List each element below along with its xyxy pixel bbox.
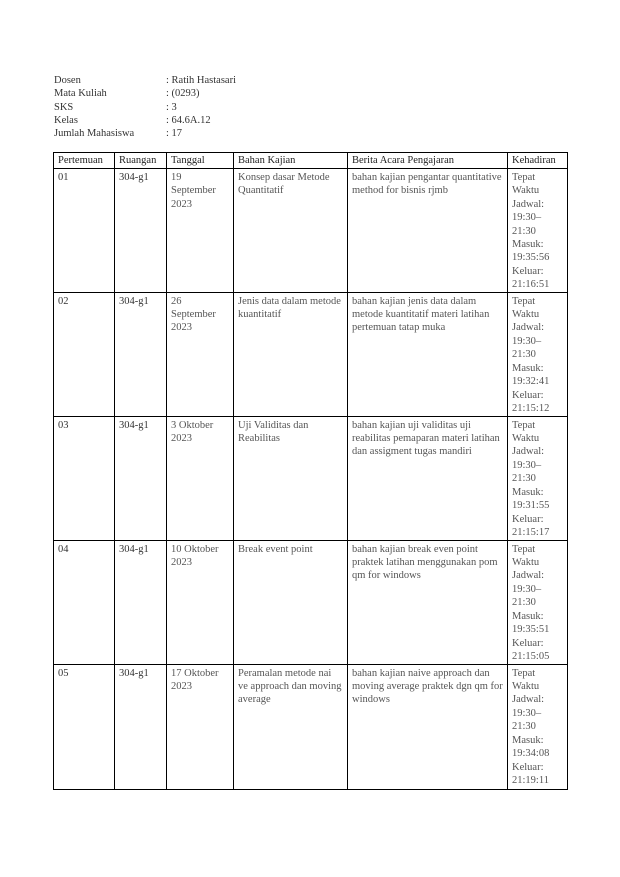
cell-kehadiran (508, 664, 568, 789)
kehadiran-line: Keluar: (512, 513, 544, 525)
table-row (54, 664, 568, 789)
kehadiran-line: Tepat (512, 295, 536, 307)
cell-tanggal: 3 Oktober 2023 (167, 416, 234, 540)
kehadiran-line: Waktu (512, 309, 540, 321)
kehadiran-line: 21:15:17 (512, 526, 550, 538)
kehadiran-line: 21:30 (512, 597, 536, 609)
kehadiran-line: Keluar: (512, 389, 544, 401)
kehadiran-line: Waktu (512, 185, 540, 197)
cell-ruangan: 304-g1 (115, 169, 167, 293)
attendance-table (53, 152, 568, 790)
kehadiran-line: Jadwal: (512, 322, 545, 334)
kehadiran-line: 19:30– (512, 335, 542, 347)
cell-tanggal: 17 Oktober 2023 (167, 664, 234, 789)
column-header-pertemuan: Pertemuan (54, 153, 115, 169)
cell-pertemuan: 03 (54, 416, 115, 540)
cell-ruangan: 304-g1 (115, 540, 167, 664)
table-row (54, 169, 568, 293)
course-info (54, 74, 236, 140)
cell-bahan-kajian: Peramalan metode nai ve approach dan moving average (234, 664, 348, 789)
cell-bahan-kajian: Jenis data dalam metode kuantitatif (234, 292, 348, 416)
kehadiran-line: 21:15:05 (512, 650, 550, 662)
kehadiran-line: Jadwal: (512, 694, 545, 706)
info-row-mata-kuliah (54, 87, 236, 100)
kehadiran-line: Tepat (512, 172, 536, 183)
kehadiran-line: Tepat (512, 667, 536, 679)
info-label: Mata Kuliah (54, 88, 107, 100)
cell-kehadiran (508, 416, 568, 540)
kehadiran-line: Keluar: (512, 761, 544, 773)
info-value: : 64.6A.12 (166, 114, 211, 126)
cell-pertemuan: 05 (54, 664, 115, 789)
column-header-ruangan: Ruangan (115, 153, 167, 169)
kehadiran-line: Waktu (512, 557, 540, 569)
cell-berita-acara: bahan kajian jenis data dalam metode kuantitatif materi latihan pertemuan tatap muka (348, 292, 508, 416)
cell-bahan-kajian: Uji Validitas dan Reabilitas (234, 416, 348, 540)
table-row (54, 416, 568, 540)
info-value: : 17 (166, 128, 183, 140)
cell-kehadiran (508, 292, 568, 416)
cell-kehadiran (508, 169, 568, 293)
kehadiran-line: Masuk: (512, 610, 544, 622)
cell-tanggal: 26 September 2023 (167, 292, 234, 416)
kehadiran-line: 21:16:51 (512, 279, 550, 291)
cell-pertemuan: 01 (54, 169, 115, 293)
kehadiran-line: 19:32:41 (512, 376, 550, 388)
kehadiran-line: Waktu (512, 681, 540, 693)
kehadiran-line: 19:34:08 (512, 748, 550, 760)
kehadiran-line: Keluar: (512, 265, 544, 277)
info-value: : Ratih Hastasari (166, 75, 236, 86)
column-header-berita-acara: Berita Acara Pengajaran (348, 153, 508, 169)
kehadiran-line: 21:30 (512, 225, 536, 237)
kehadiran-line: 19:30– (512, 707, 542, 719)
kehadiran-line: Masuk: (512, 362, 544, 374)
cell-bahan-kajian: Konsep dasar Metode Quantitatif (234, 169, 348, 293)
kehadiran-line: 21:30 (512, 473, 536, 485)
kehadiran-line: 21:15:12 (512, 402, 550, 414)
kehadiran-line: 21:19:11 (512, 774, 549, 786)
info-row-kelas (54, 114, 236, 127)
cell-kehadiran (508, 540, 568, 664)
kehadiran-line: Masuk: (512, 734, 544, 746)
info-value: : (0293) (166, 88, 200, 100)
kehadiran-line: Tepat (512, 543, 536, 555)
kehadiran-line: 19:35:56 (512, 252, 550, 264)
kehadiran-line: 19:31:55 (512, 500, 550, 512)
cell-ruangan: 304-g1 (115, 664, 167, 789)
info-row-dosen (54, 74, 236, 87)
cell-ruangan: 304-g1 (115, 292, 167, 416)
kehadiran-line: 19:30– (512, 583, 542, 595)
cell-berita-acara: bahan kajian naive approach dan moving average praktek dgn qm for windows (348, 664, 508, 789)
info-label: Jumlah Mahasiswa (54, 128, 135, 140)
cell-pertemuan: 02 (54, 292, 115, 416)
table-header-row (54, 153, 568, 169)
cell-bahan-kajian: Break event point (234, 540, 348, 664)
kehadiran-line: 19:30– (512, 459, 542, 471)
info-label: Kelas (54, 114, 78, 126)
kehadiran-line: Tepat (512, 419, 536, 431)
kehadiran-line: Jadwal: (512, 570, 545, 582)
kehadiran-line: Masuk: (512, 239, 544, 251)
kehadiran-line: Jadwal: (512, 198, 545, 210)
cell-berita-acara: bahan kajian uji validitas uji reabilitas pemaparan materi latihan dan assigment tugas mandiri (348, 416, 508, 540)
kehadiran-line: Masuk: (512, 486, 544, 498)
column-header-tanggal: Tanggal (167, 153, 234, 169)
table-row (54, 540, 568, 664)
column-header-kehadiran: Kehadiran (508, 153, 568, 169)
info-row-jumlah-mahasiswa (54, 127, 236, 140)
cell-pertemuan: 04 (54, 540, 115, 664)
cell-berita-acara: bahan kajian break even point praktek latihan menggunakan pom qm for windows (348, 540, 508, 664)
kehadiran-line: 21:30 (512, 349, 536, 361)
column-header-bahan-kajian: Bahan Kajian (234, 153, 348, 169)
kehadiran-line: 19:30– (512, 212, 542, 224)
cell-tanggal: 10 Oktober 2023 (167, 540, 234, 664)
table-row (54, 292, 568, 416)
cell-ruangan: 304-g1 (115, 416, 167, 540)
info-row-sks (54, 101, 236, 114)
kehadiran-line: Jadwal: (512, 446, 545, 458)
cell-tanggal: 19 September 2023 (167, 169, 234, 293)
info-value: : 3 (166, 101, 177, 113)
info-label: Dosen (54, 75, 81, 86)
kehadiran-line: Keluar: (512, 637, 544, 649)
kehadiran-line: 19:35:51 (512, 624, 550, 636)
info-label: SKS (54, 101, 74, 113)
cell-berita-acara: bahan kajian pengantar quantitative method for bisnis rjmb (348, 169, 508, 293)
kehadiran-line: Waktu (512, 433, 540, 445)
kehadiran-line: 21:30 (512, 721, 536, 733)
